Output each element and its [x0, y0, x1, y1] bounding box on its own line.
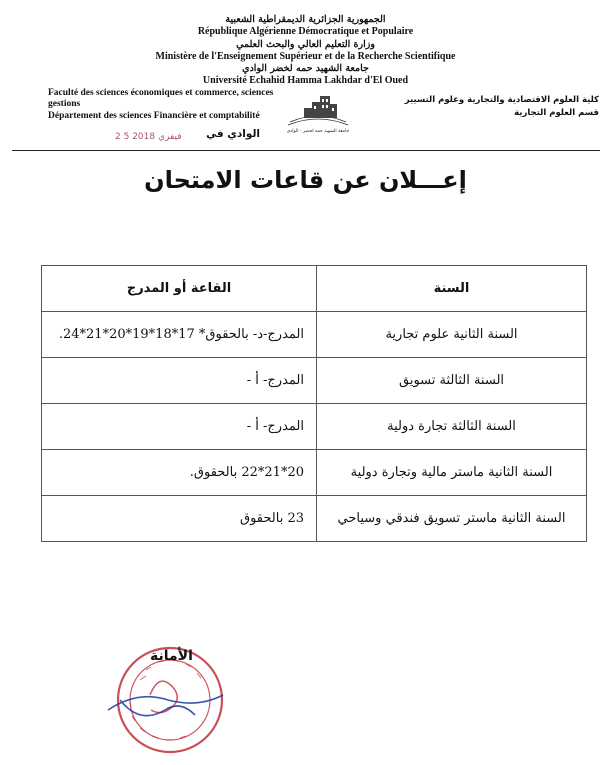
date-label: الوادي في — [206, 128, 260, 140]
room-cell: المدرج- أ - — [42, 358, 317, 404]
secretariat-label: الأمانة — [150, 648, 193, 664]
department-french: Département des sciences Financière et comptabilité — [48, 111, 260, 121]
table-row — [42, 358, 587, 404]
faculty-arabic-block — [399, 94, 599, 120]
republic-arabic: الجمهورية الجزائرية الديمقراطية الشعبية — [225, 14, 386, 25]
room-cell: المدرج-د- بالحقوق* 17*18*19*20*21*24. — [42, 312, 317, 358]
room-cell: 23 بالحقوق — [42, 496, 317, 542]
faculty-french-block — [48, 88, 293, 122]
room-cell: المدرج- أ - — [42, 404, 317, 450]
exam-rooms-table — [41, 265, 587, 542]
table-row — [42, 496, 587, 542]
faculty-arabic: كلية العلوم الاقتصادية والتجارية وعلوم التسيير — [404, 95, 599, 105]
header-year: السنة — [317, 266, 587, 312]
ministry-arabic: وزارة التعليم العالي والبحث العلمي — [236, 39, 375, 50]
logo-caption: جامعة الشهيد حمه لخضر - الوادي — [286, 129, 350, 134]
university-french: Université Echahid Hamma Lakhdar d'El Oued — [202, 75, 409, 86]
year-cell: السنة الثالثة تسويق — [317, 358, 587, 404]
header-room: القاعة أو المدرج — [42, 266, 317, 312]
university-logo — [282, 92, 354, 136]
table-row — [42, 450, 587, 496]
header-divider — [12, 150, 600, 151]
date-stamp: 2 5 فيفري 2018 — [115, 132, 182, 142]
department-arabic: قسم العلوم التجارية — [514, 108, 599, 118]
republic-french: République Algérienne Démocratique et Populaire — [197, 26, 414, 37]
page-title: إعـــلان عن قاعات الامتحان — [144, 166, 467, 194]
year-cell: السنة الثالثة تجارة دولية — [317, 404, 587, 450]
year-cell: السنة الثانية ماستر تسويق فندقي وسياحي — [317, 496, 587, 542]
faculty-french: Faculté des sciences économiques et commerce, sciences gestions — [48, 88, 274, 109]
room-cell: 20*21*22 بالحقوق. — [42, 450, 317, 496]
ministry-french: Ministère de l'Enseignement Supérieur et de la Recherche Scientifique — [155, 51, 456, 62]
year-cell: السنة الثانية ماستر مالية وتجارة دولية — [317, 450, 587, 496]
university-arabic: جامعة الشهيد حمه لخضر الوادي — [242, 63, 369, 74]
table-row — [42, 312, 587, 358]
table-header-row — [42, 266, 587, 312]
year-cell: السنة الثانية علوم تجارية — [317, 312, 587, 358]
date-line — [115, 126, 260, 146]
table-row — [42, 404, 587, 450]
